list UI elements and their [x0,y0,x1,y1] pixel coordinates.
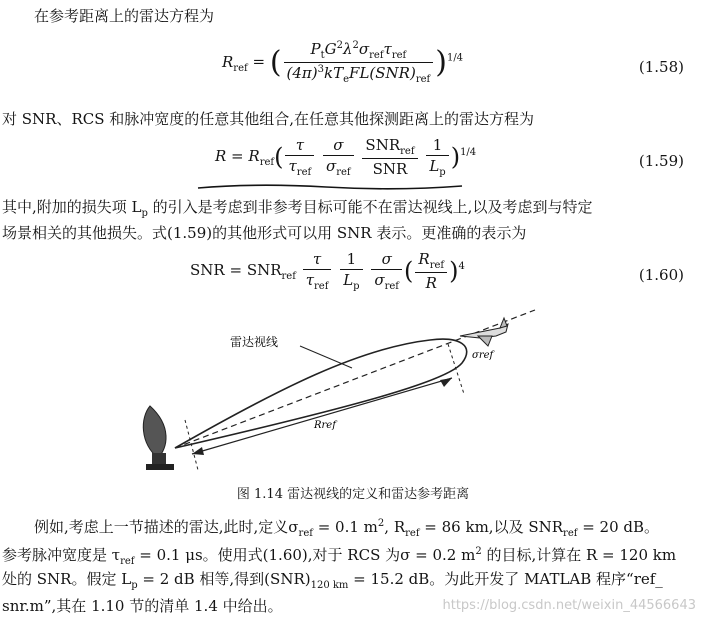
text-line-2: 对 SNR、RCS 和脉冲宽度的任意其他组合,在任意其他探测距离上的雷达方程为 [2,110,535,128]
equation-1-60: SNR = $SNR_{ref}$ $\frac{\tau}{\tau_{ref}}$ $\frac{1}{L_p}$ $\frac{\sigma}{\sigma_{ref}}$ ( $\frac{R_{ref}}{R}$ )$^4$ [190,250,465,292]
equation-number-1-60: (1.60) [638,266,684,284]
text-line-7: 处的 SNR。假定 $L_p = 2$ dB 相等,得到$(SNR)_{120 km} = 15.2$ dB。为此开发了 MATLAB 程序“ref_ [2,570,663,591]
rref-label: Rref [314,420,336,431]
equation-1-59: $R = R_{ref}$( $\frac{\tau}{\tau_{ref}}$ $\frac{\sigma}{\sigma_{ref}}$ $\frac{SNR_{ref}}{\text{SNR}}$ $\frac{1}{L_p}$ )$^{1/4}$ [215,136,477,178]
text-line-8: snr.m”,其在 1.10 节的清单 1.4 中给出。 [2,597,283,615]
text-line-4: 场景相关的其他损失。式(1.59)的其他形式可以用 SNR 表示。更准确的表示为 [2,224,527,242]
aircraft-icon [460,318,508,346]
radar-figure [130,308,550,480]
equation-number-1-58: (1.58) [638,58,684,76]
figure-caption: 图 1.14 雷达视线的定义和雷达参考距离 [236,487,470,502]
watermark: https://blog.csdn.net/weixin_44566643 [442,598,696,613]
equation-number-1-59: (1.59) [638,152,684,170]
line-of-sight [175,310,535,448]
los-label: 雷达视线 [230,335,279,349]
equation-1-58: $R_{ref}$ = ( $\frac{P_tG^2\lambda^2\sigma_{ref}\tau_{ref}}{(4\pi)^3kT_eFL(SNR)_{ref}}$ )$^{1/4}$ [222,40,464,85]
beam-lobe [175,339,467,448]
sigma-ref-label: σref [472,350,494,361]
text-line-6: 参考脉冲宽度是 $\tau_{ref} = 0.1$ μs。使用式(1.60),对于 RCS 为σ = 0.2 $m^2$ 的目标,计算在 R = 120 km [2,546,677,567]
text-line-1: 在参考距离上的雷达方程为 [34,7,215,25]
radar-antenna-icon [143,406,174,470]
text-line-3: 其中,附加的损失项 $L_p$ 的引入是考虑到非参考目标可能不在雷达视线上,以及考虑到与特定 [2,198,593,219]
text-line-5: 例如,考虑上一节描述的雷达,此时,定义$\sigma_{ref} = 0.1$ $m^2$, $R_{ref} = 86$ km,以及 $SNR_{ref} = 20$ dB。 [34,518,660,539]
underline-squiggle [196,180,466,194]
